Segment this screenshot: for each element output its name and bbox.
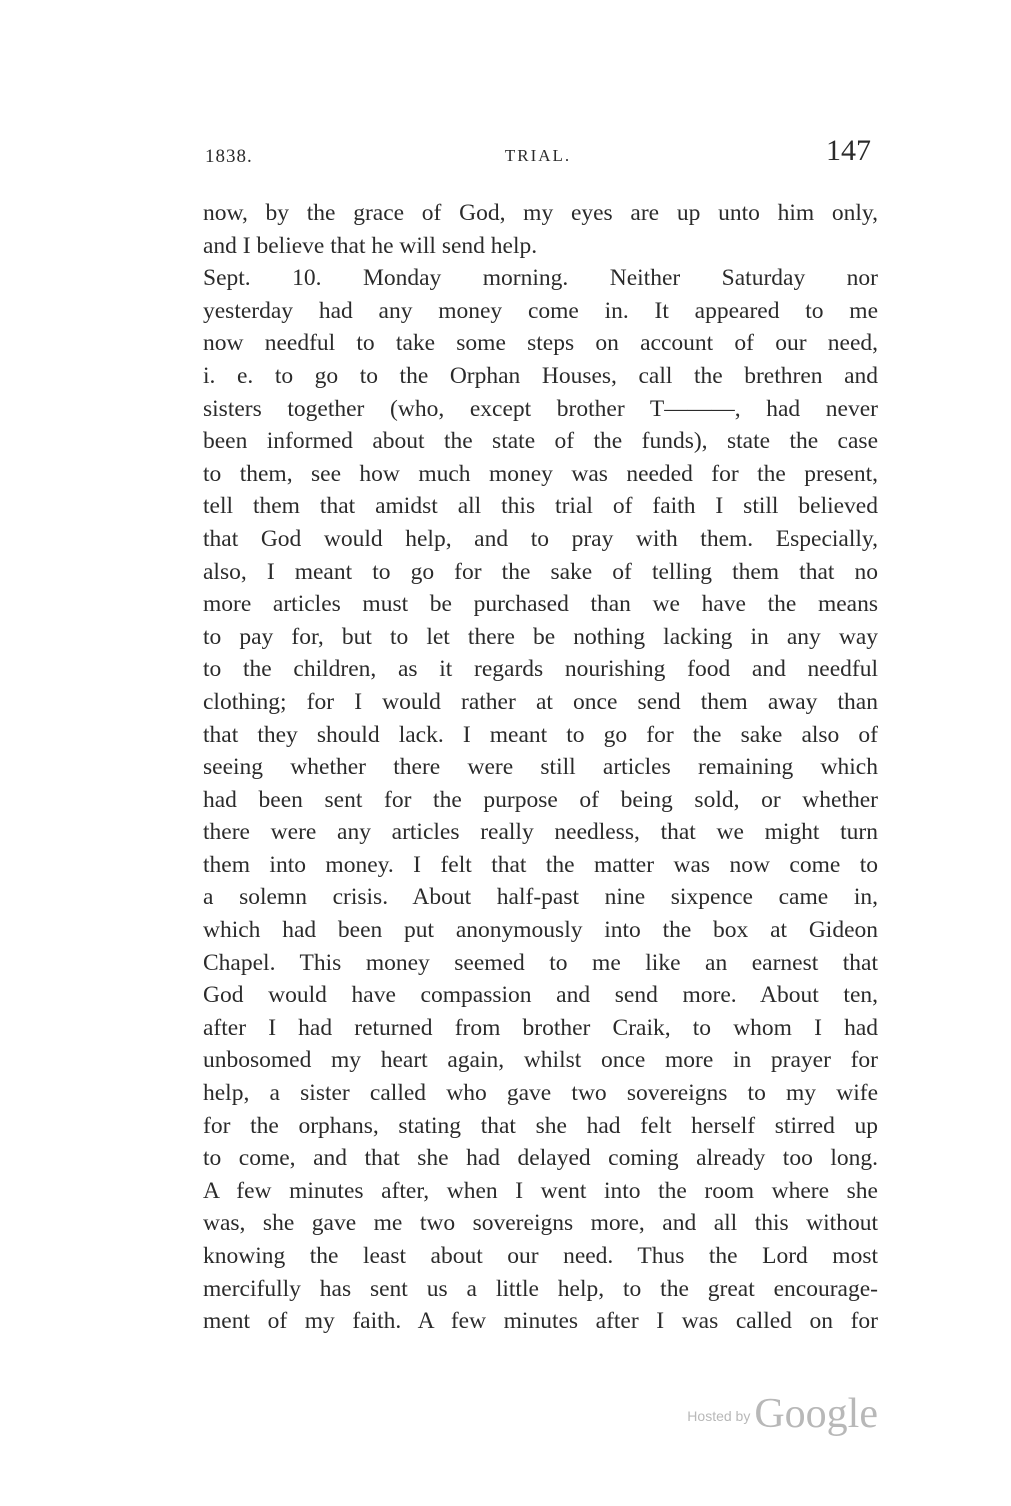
text-line: that God would help, and to pray with them. Especially, xyxy=(203,525,878,552)
text-line: that they should lack. I meant to go for the sake also of xyxy=(203,721,878,748)
header-year: 1838. xyxy=(205,146,253,167)
text-line: been informed about the state of the funds), state the case xyxy=(203,428,878,455)
text-line: also, I meant to go for the sake of telling them that no xyxy=(203,558,878,585)
hosted-by-google-watermark xyxy=(687,1390,878,1438)
hosted-by-label: Hosted by xyxy=(687,1408,751,1424)
text-line: Chapel. This money seemed to me like an earnest that xyxy=(203,949,878,976)
text-line: had been sent for the purpose of being sold, or whether xyxy=(203,786,878,813)
google-logo: Google xyxy=(754,1391,878,1437)
text-line: sisters together (who, except brother T———, had never xyxy=(203,395,878,422)
text-line: mercifully has sent us a little help, to the great encourage- xyxy=(203,1275,878,1302)
running-header xyxy=(205,134,871,180)
text-line: clothing; for I would rather at once send them away than xyxy=(203,688,878,715)
text-line: there were any articles really needless, that we might turn xyxy=(203,819,878,846)
text-line: now needful to take some steps on account of our need, xyxy=(203,330,878,357)
text-line: God would have compassion and send more. About ten, xyxy=(203,982,878,1009)
text-line: to them, see how much money was needed for the present, xyxy=(203,460,878,487)
text-line: i. e. to go to the Orphan Houses, call the brethren and xyxy=(203,362,878,389)
header-title: TRIAL. xyxy=(504,146,572,165)
text-line: ment of my faith. A few minutes after I was called on for xyxy=(203,1308,878,1335)
text-line: help, a sister called who gave two sovereigns to my wife xyxy=(203,1080,878,1107)
text-line: seeing whether there were still articles remaining which xyxy=(203,754,878,781)
text-line: was, she gave me two sovereigns more, and all this without xyxy=(203,1210,878,1237)
text-line: now, by the grace of God, my eyes are up unto him only, xyxy=(203,200,878,226)
text-line: to pay for, but to let there be nothing lacking in any way xyxy=(203,623,878,650)
text-line: A few minutes after, when I went into the room where she xyxy=(203,1177,878,1204)
text-line: unbosomed my heart again, whilst once more in prayer for xyxy=(203,1047,878,1074)
text-line: tell them that amidst all this trial of faith I still believed xyxy=(203,493,878,520)
text-line: knowing the least about our need. Thus the Lord most xyxy=(203,1243,878,1269)
text-line: a solemn crisis. About half-past nine sixpence came in, xyxy=(203,884,878,911)
text-line: them into money. I felt that the matter was now come to xyxy=(203,851,878,878)
text-line: and I believe that he will send help. xyxy=(203,232,538,259)
text-line: for the orphans, stating that she had felt herself stirred up xyxy=(203,1112,878,1139)
page-body xyxy=(203,197,878,1338)
text-line: after I had returned from brother Craik, to whom I had xyxy=(203,1014,878,1041)
text-line: to come, and that she had delayed coming already too long. xyxy=(203,1145,878,1172)
text-line: Sept. 10. Monday morning. Neither Saturday nor xyxy=(203,265,878,292)
text-line: yesterday had any money come in. It appeared to me xyxy=(203,297,878,324)
text-line: to the children, as it regards nourishing food and needful xyxy=(203,656,878,683)
text-line: more articles must be purchased than we have the means xyxy=(203,591,878,618)
page-number: 147 xyxy=(826,134,871,167)
text-line: which had been put anonymously into the box at Gideon xyxy=(203,917,878,944)
